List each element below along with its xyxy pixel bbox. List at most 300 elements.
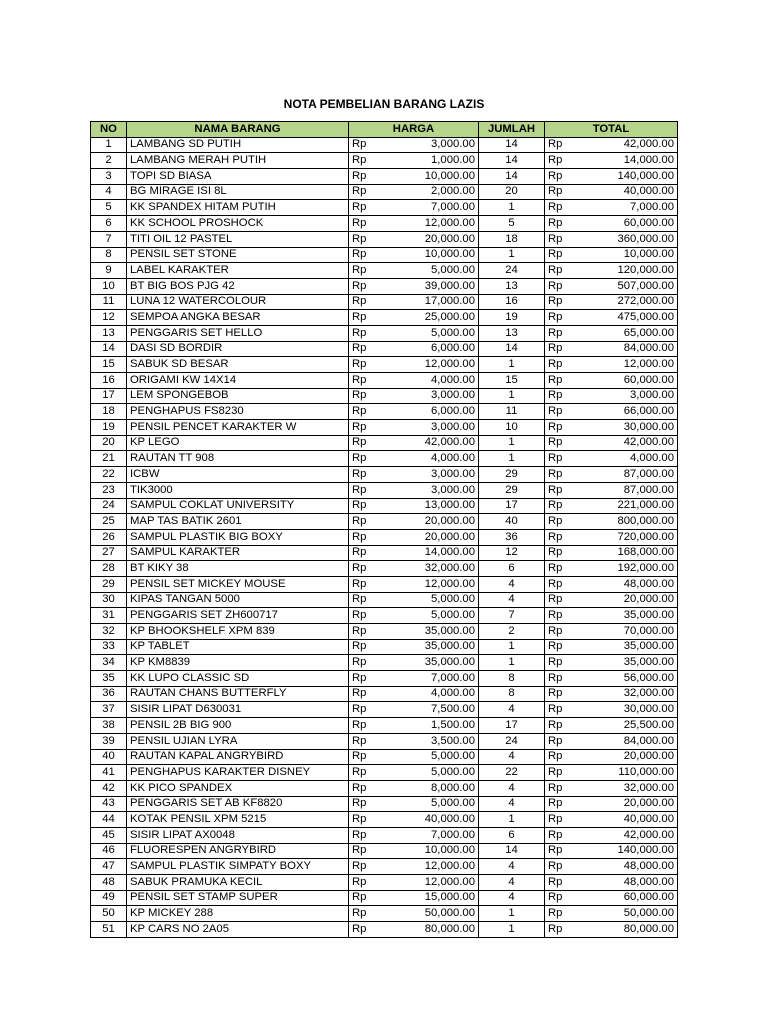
row-number: 18	[91, 404, 127, 420]
price-value: 7,000.00	[431, 671, 475, 684]
price-cell	[349, 702, 479, 718]
row-number: 17	[91, 388, 127, 404]
quantity: 15	[479, 373, 545, 389]
table-row	[91, 247, 678, 263]
header-total: TOTAL	[545, 122, 678, 138]
price-cell	[349, 247, 479, 263]
currency-label: Rp	[548, 546, 563, 559]
total-cell	[545, 922, 678, 938]
price-cell	[349, 843, 479, 859]
total-cell	[545, 624, 678, 640]
price-cell	[349, 184, 479, 200]
total-cell	[545, 859, 678, 875]
price-value: 5,000.00	[431, 797, 475, 810]
total-cell	[545, 827, 678, 843]
quantity: 6	[479, 561, 545, 577]
currency-label: Rp	[548, 263, 563, 276]
price-cell	[349, 827, 479, 843]
item-name: PENSIL SET MICKEY MOUSE	[127, 576, 349, 592]
currency-label: Rp	[548, 687, 563, 700]
price-cell	[349, 812, 479, 828]
price-value: 4,000.00	[431, 452, 475, 465]
price-cell	[349, 655, 479, 671]
quantity: 1	[479, 357, 545, 373]
currency-label: Rp	[548, 797, 563, 810]
row-number: 13	[91, 325, 127, 341]
currency-label: Rp	[548, 781, 563, 794]
price-value: 20,000.00	[424, 514, 475, 527]
item-name: KIPAS TANGAN 5000	[127, 592, 349, 608]
price-value: 2,000.00	[431, 185, 475, 198]
total-cell	[545, 498, 678, 514]
total-cell	[545, 278, 678, 294]
total-value: 35,000.00	[623, 640, 674, 653]
price-value: 4,000.00	[431, 373, 475, 386]
currency-label: Rp	[352, 593, 367, 606]
row-number: 1	[91, 137, 127, 153]
item-name: LAMBANG SD PUTIH	[127, 137, 349, 153]
currency-label: Rp	[352, 577, 367, 590]
item-name: BT KIKY 38	[127, 561, 349, 577]
row-number: 26	[91, 529, 127, 545]
price-cell	[349, 231, 479, 247]
table-row	[91, 608, 678, 624]
quantity: 24	[479, 733, 545, 749]
total-value: 14,000.00	[623, 154, 674, 167]
currency-label: Rp	[352, 295, 367, 308]
total-cell	[545, 812, 678, 828]
currency-label: Rp	[548, 389, 563, 402]
price-value: 12,000.00	[424, 875, 475, 888]
total-cell	[545, 592, 678, 608]
table-row	[91, 827, 678, 843]
total-cell	[545, 702, 678, 718]
header-no: NO	[91, 122, 127, 138]
price-value: 35,000.00	[424, 656, 475, 669]
table-body	[91, 137, 678, 937]
total-cell	[545, 404, 678, 420]
table-row	[91, 373, 678, 389]
row-number: 49	[91, 890, 127, 906]
table-row	[91, 718, 678, 734]
total-cell	[545, 388, 678, 404]
total-value: 140,000.00	[617, 844, 674, 857]
price-cell	[349, 875, 479, 891]
currency-label: Rp	[548, 844, 563, 857]
quantity: 4	[479, 780, 545, 796]
total-cell	[545, 310, 678, 326]
item-name: SAMPUL KARAKTER	[127, 545, 349, 561]
item-name: PENSIL SET STAMP SUPER	[127, 890, 349, 906]
item-name: SISIR LIPAT D630031	[127, 702, 349, 718]
price-cell	[349, 294, 479, 310]
currency-label: Rp	[352, 828, 367, 841]
currency-label: Rp	[548, 310, 563, 323]
price-value: 6,000.00	[431, 405, 475, 418]
row-number: 34	[91, 655, 127, 671]
item-name: PENSIL SET STONE	[127, 247, 349, 263]
table-row	[91, 325, 678, 341]
item-name: RAUTAN TT 908	[127, 451, 349, 467]
currency-label: Rp	[352, 530, 367, 543]
row-number: 15	[91, 357, 127, 373]
price-cell	[349, 922, 479, 938]
price-cell	[349, 576, 479, 592]
row-number: 14	[91, 341, 127, 357]
item-name: SAMPUL COKLAT UNIVERSITY	[127, 498, 349, 514]
row-number: 4	[91, 184, 127, 200]
currency-label: Rp	[548, 514, 563, 527]
price-cell	[349, 404, 479, 420]
price-cell	[349, 498, 479, 514]
row-number: 10	[91, 278, 127, 294]
currency-label: Rp	[548, 358, 563, 370]
row-number: 47	[91, 859, 127, 875]
row-number: 39	[91, 733, 127, 749]
quantity: 20	[479, 184, 545, 200]
row-number: 50	[91, 906, 127, 922]
currency-label: Rp	[548, 201, 563, 214]
quantity: 14	[479, 137, 545, 153]
price-cell	[349, 545, 479, 561]
quantity: 1	[479, 451, 545, 467]
total-value: 10,000.00	[623, 248, 674, 261]
quantity: 4	[479, 749, 545, 765]
quantity: 19	[479, 310, 545, 326]
table-row	[91, 388, 678, 404]
quantity: 1	[479, 922, 545, 938]
table-row	[91, 545, 678, 561]
currency-label: Rp	[352, 436, 367, 449]
row-number: 6	[91, 216, 127, 232]
item-name: SISIR LIPAT AX0048	[127, 827, 349, 843]
total-cell	[545, 184, 678, 200]
currency-label: Rp	[352, 358, 367, 370]
price-cell	[349, 153, 479, 169]
total-value: 48,000.00	[623, 860, 674, 872]
currency-label: Rp	[548, 860, 563, 872]
price-cell	[349, 718, 479, 734]
purchase-table	[90, 121, 678, 938]
currency-label: Rp	[352, 624, 367, 637]
price-value: 40,000.00	[424, 812, 475, 825]
row-number: 30	[91, 592, 127, 608]
quantity: 13	[479, 325, 545, 341]
table-row	[91, 482, 678, 498]
total-value: 20,000.00	[623, 750, 674, 763]
total-cell	[545, 325, 678, 341]
quantity: 17	[479, 718, 545, 734]
table-row	[91, 294, 678, 310]
quantity: 10	[479, 420, 545, 436]
table-row	[91, 404, 678, 420]
total-cell	[545, 341, 678, 357]
item-name: SABUK PRAMUKA KECIL	[127, 875, 349, 891]
table-row	[91, 231, 678, 247]
item-name: FLUORESPEN ANGRYBIRD	[127, 843, 349, 859]
quantity: 14	[479, 153, 545, 169]
price-cell	[349, 733, 479, 749]
total-value: 84,000.00	[623, 734, 674, 747]
item-name: KP LEGO	[127, 435, 349, 451]
currency-label: Rp	[352, 750, 367, 763]
currency-label: Rp	[352, 373, 367, 386]
price-cell	[349, 686, 479, 702]
currency-label: Rp	[352, 483, 367, 496]
total-cell	[545, 137, 678, 153]
item-name: RAUTAN CHANS BUTTERFLY	[127, 686, 349, 702]
row-number: 27	[91, 545, 127, 561]
total-cell	[545, 639, 678, 655]
currency-label: Rp	[548, 577, 563, 590]
row-number: 37	[91, 702, 127, 718]
table-row	[91, 561, 678, 577]
quantity: 11	[479, 404, 545, 420]
table-row	[91, 686, 678, 702]
total-value: 48,000.00	[623, 577, 674, 590]
total-cell	[545, 216, 678, 232]
quantity: 5	[479, 216, 545, 232]
currency-label: Rp	[548, 342, 563, 355]
currency-label: Rp	[548, 891, 563, 904]
currency-label: Rp	[548, 279, 563, 292]
table-row	[91, 529, 678, 545]
table-row	[91, 796, 678, 812]
currency-label: Rp	[352, 609, 367, 621]
currency-label: Rp	[352, 169, 367, 182]
total-value: 87,000.00	[623, 467, 674, 480]
currency-label: Rp	[352, 844, 367, 857]
table-row	[91, 357, 678, 373]
total-cell	[545, 890, 678, 906]
currency-label: Rp	[352, 718, 367, 731]
table-row	[91, 310, 678, 326]
table-header-row	[91, 122, 678, 138]
total-cell	[545, 765, 678, 781]
total-value: 221,000.00	[617, 499, 674, 512]
total-value: 80,000.00	[623, 922, 674, 935]
total-cell	[545, 780, 678, 796]
row-number: 41	[91, 765, 127, 781]
item-name: KP BHOOKSHELF XPM 839	[127, 624, 349, 640]
currency-label: Rp	[548, 373, 563, 386]
table-row	[91, 859, 678, 875]
price-cell	[349, 373, 479, 389]
currency-label: Rp	[352, 703, 367, 716]
total-value: 35,000.00	[623, 609, 674, 621]
price-cell	[349, 169, 479, 185]
item-name: KK LUPO CLASSIC SD	[127, 671, 349, 687]
row-number: 42	[91, 780, 127, 796]
item-name: KK PICO SPANDEX	[127, 780, 349, 796]
row-number: 20	[91, 435, 127, 451]
total-value: 42,000.00	[623, 828, 674, 841]
price-value: 5,000.00	[431, 750, 475, 763]
total-value: 120,000.00	[617, 263, 674, 276]
currency-label: Rp	[548, 750, 563, 763]
item-name: PENSIL 2B BIG 900	[127, 718, 349, 734]
currency-label: Rp	[352, 326, 367, 339]
item-name: LAMBANG MERAH PUTIH	[127, 153, 349, 169]
total-cell	[545, 655, 678, 671]
item-name: LABEL KARAKTER	[127, 263, 349, 279]
currency-label: Rp	[352, 640, 367, 653]
currency-label: Rp	[548, 420, 563, 433]
row-number: 25	[91, 514, 127, 530]
price-cell	[349, 310, 479, 326]
total-value: 12,000.00	[623, 358, 674, 370]
quantity: 4	[479, 859, 545, 875]
table-row	[91, 639, 678, 655]
currency-label: Rp	[548, 812, 563, 825]
total-cell	[545, 671, 678, 687]
total-value: 60,000.00	[623, 216, 674, 229]
table-row	[91, 655, 678, 671]
price-value: 3,000.00	[431, 389, 475, 402]
price-value: 1,500.00	[431, 718, 475, 731]
total-cell	[545, 420, 678, 436]
price-value: 3,000.00	[431, 483, 475, 496]
currency-label: Rp	[352, 875, 367, 888]
item-name: LEM SPONGEBOB	[127, 388, 349, 404]
table-row	[91, 749, 678, 765]
total-value: 720,000.00	[617, 530, 674, 543]
total-value: 4,000.00	[630, 452, 674, 465]
total-cell	[545, 294, 678, 310]
currency-label: Rp	[548, 436, 563, 449]
total-value: 40,000.00	[623, 185, 674, 198]
total-cell	[545, 263, 678, 279]
quantity: 36	[479, 529, 545, 545]
currency-label: Rp	[352, 420, 367, 433]
price-value: 50,000.00	[424, 907, 475, 920]
total-value: 48,000.00	[623, 875, 674, 888]
row-number: 36	[91, 686, 127, 702]
price-cell	[349, 467, 479, 483]
quantity: 2	[479, 624, 545, 640]
quantity: 1	[479, 200, 545, 216]
total-value: 272,000.00	[617, 295, 674, 308]
price-value: 7,000.00	[431, 828, 475, 841]
item-name: PENGGARIS SET HELLO	[127, 325, 349, 341]
item-name: SEMPOA ANGKA BESAR	[127, 310, 349, 326]
price-value: 42,000.00	[424, 436, 475, 449]
row-number: 12	[91, 310, 127, 326]
price-value: 3,000.00	[431, 467, 475, 480]
quantity: 14	[479, 843, 545, 859]
price-cell	[349, 420, 479, 436]
currency-label: Rp	[352, 232, 367, 245]
quantity: 22	[479, 765, 545, 781]
price-value: 3,000.00	[431, 138, 475, 151]
item-name: ICBW	[127, 467, 349, 483]
currency-label: Rp	[352, 781, 367, 794]
price-value: 12,000.00	[424, 358, 475, 370]
price-cell	[349, 200, 479, 216]
price-value: 17,000.00	[424, 295, 475, 308]
total-value: 35,000.00	[623, 656, 674, 669]
price-value: 20,000.00	[424, 530, 475, 543]
total-value: 800,000.00	[617, 514, 674, 527]
price-cell	[349, 749, 479, 765]
total-cell	[545, 514, 678, 530]
price-cell	[349, 388, 479, 404]
item-name: TOPI SD BIASA	[127, 169, 349, 185]
currency-label: Rp	[352, 561, 367, 574]
price-cell	[349, 561, 479, 577]
currency-label: Rp	[548, 185, 563, 198]
currency-label: Rp	[548, 138, 563, 151]
row-number: 43	[91, 796, 127, 812]
document-title: NOTA PEMBELIAN BARANG LAZIS	[283, 97, 485, 111]
currency-label: Rp	[548, 326, 563, 339]
row-number: 24	[91, 498, 127, 514]
currency-label: Rp	[548, 828, 563, 841]
currency-label: Rp	[548, 922, 563, 935]
table-row	[91, 420, 678, 436]
row-number: 19	[91, 420, 127, 436]
currency-label: Rp	[352, 452, 367, 465]
table-row	[91, 514, 678, 530]
quantity: 4	[479, 890, 545, 906]
total-value: 30,000.00	[623, 703, 674, 716]
currency-label: Rp	[352, 216, 367, 229]
quantity: 14	[479, 169, 545, 185]
currency-label: Rp	[352, 671, 367, 684]
table-row	[91, 263, 678, 279]
item-name: PENGGARIS SET AB KF8820	[127, 796, 349, 812]
currency-label: Rp	[352, 922, 367, 935]
total-cell	[545, 749, 678, 765]
item-name: TITI OIL 12 PASTEL	[127, 231, 349, 247]
row-number: 31	[91, 608, 127, 624]
quantity: 7	[479, 608, 545, 624]
table-row	[91, 906, 678, 922]
item-name: BT BIG BOS PJG 42	[127, 278, 349, 294]
table-row	[91, 467, 678, 483]
currency-label: Rp	[548, 624, 563, 637]
quantity: 8	[479, 671, 545, 687]
total-value: 56,000.00	[623, 671, 674, 684]
price-cell	[349, 608, 479, 624]
currency-label: Rp	[352, 907, 367, 920]
table-row	[91, 702, 678, 718]
currency-label: Rp	[548, 765, 563, 778]
total-cell	[545, 545, 678, 561]
price-value: 39,000.00	[424, 279, 475, 292]
price-cell	[349, 263, 479, 279]
price-value: 4,000.00	[431, 687, 475, 700]
row-number: 28	[91, 561, 127, 577]
currency-label: Rp	[548, 295, 563, 308]
price-cell	[349, 341, 479, 357]
currency-label: Rp	[352, 185, 367, 198]
price-cell	[349, 435, 479, 451]
total-value: 84,000.00	[623, 342, 674, 355]
row-number: 45	[91, 827, 127, 843]
currency-label: Rp	[548, 248, 563, 261]
total-cell	[545, 482, 678, 498]
table-row	[91, 576, 678, 592]
quantity: 4	[479, 576, 545, 592]
total-value: 32,000.00	[623, 781, 674, 794]
item-name: KP MICKEY 288	[127, 906, 349, 922]
item-name: KK SPANDEX HITAM PUTIH	[127, 200, 349, 216]
quantity: 8	[479, 686, 545, 702]
total-value: 168,000.00	[617, 546, 674, 559]
price-value: 12,000.00	[424, 860, 475, 872]
quantity: 4	[479, 875, 545, 891]
